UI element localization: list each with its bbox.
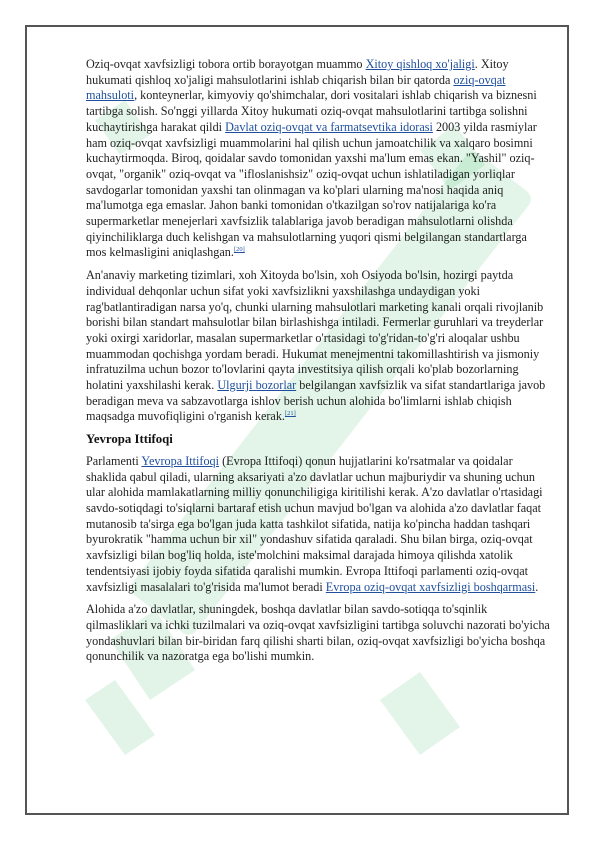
- text: Oziq-ovqat xavfsizligi tobora ortib borayotgan muammo: [86, 57, 366, 71]
- link-yevropa-ittifoqi[interactable]: Yevropa Ittifoqi: [141, 453, 220, 468]
- text: Parlamenti: [86, 453, 142, 468]
- paragraph-2: [86, 268, 550, 425]
- reference-20[interactable]: [234, 246, 245, 253]
- paragraph-3: [86, 454, 550, 595]
- link-davlat-oziq-ovqat-idorasi[interactable]: Davlat oziq-ovqat va farmatsevtika idorasi: [225, 119, 433, 134]
- text: 2003 yilda rasmiylar ham oziq-ovqat xavfsizligi muammolarini hal qilish uchun jamoatchilik va xalqaro bosimni kuchaytirmoqda. Biroq, qoidalar savdo tomonidan yaxshi ma'lum emas ekan. "Yashil" oziq-ovqat, "organik" oziq-ovqat va "ifloslanishsiz" oziq-ovqat uchun ishlatiladigan yorliqlar savdogarlar tomonidan yaxshi tan olinmagan va ko'plari ularning ma'nosi haqida aniq ma'lumotga ega emaslar. Jahon banki tomonidan o'tkazilgan so'rov natijalariga ko'ra supermarketlar menejerlari xavfsizlik talablariga javob beradigan mahsulotlarni olishda qiyinchiliklarga duch kelishgan va mahsulotlarning yuqori qismi belgilangan standartlarga mos kelmasligini aniqlashgan.: [86, 119, 537, 260]
- reference-21[interactable]: [285, 410, 296, 417]
- text: belgilangan xavfsizlik va sifat standartlariga javob beradigan meva va sabzavotlarga ishlov berish uchun alohida bo'limlarni ishlab chiqish maqsadga muvofiqligini o'rganish kerak.: [86, 378, 546, 424]
- reference-link[interactable]: [21]: [284, 410, 296, 418]
- link-xitoy-qishloq-xojaligi[interactable]: Xitoy qishloq xo'jaligi: [365, 57, 475, 71]
- paragraph-1: [86, 57, 550, 261]
- section-heading: Yevropa Ittifoqi: [86, 432, 173, 447]
- text: , konteynerlar, kimyoviy qo'shimchalar, dori vositalari ishlab chiqarish va biznesni tartibga solish. So'nggi yillarda Xitoy hukumati oziq-ovqat mahsulotlarini tartibga solishni kuchaytirishga harakat qildi: [86, 88, 537, 134]
- link-oziq-ovqat-mahsuloti[interactable]: oziq-ovqat mahsuloti: [86, 72, 506, 103]
- text: An'anaviy marketing tizimlari, xoh Xitoyda bo'lsin, xoh Osiyoda bo'lsin, hozirgi paytda individual dehqonlar uchun sifat yoki xavfsizlikni yaxshilashga undaydigan yoki rag'batlantiradigan narsa yo'q, chunki ularning mahsulotlari marketing kanali orqali rivojlanib borishi bilan standart mahsulotlar bilan birlashishga intiladi. Fermerlar guruhlari va treyderlar yoki oxirgi xaridorlar, masalan supermarketlar o'rtasidagi to'g'ridan-to'g'ri aloqalar ushbu muammodan qochishga yordam beradi. Hukumat menejmentni takomillashtirish va jismoniy infratuzilma uchun bozor to'lovlarini qayta investitsiya qilish orqali ko'plab bozorlarning holatini yaxshilashi kerak.: [86, 268, 544, 393]
- text: Alohida a'zo davlatlar, shuningdek, boshqa davlatlar bilan savdo-sotiqqa to'sqinlik qilmasliklari va ichki tuzilmalari va oziq-ovqat xavfsizligini tartibga soluvchi nazorati bo'yicha yondashuvlari bilan bir-biridan farq qilishi sharti bilan, oziq-ovqat xavfsizligi bo'yicha boshqa qonunchilik va nazoratga ega bo'lishi mumkin.: [86, 602, 550, 664]
- link-evropa-oziq-ovqat-xavfsizligi[interactable]: Evropa oziq-ovqat xavfsizligi boshqarmasi: [325, 579, 536, 594]
- reference-link[interactable]: [20]: [233, 246, 245, 254]
- text: .: [535, 579, 539, 594]
- text: . Xitoy hukumati qishloq xo'jaligi mahsulotlarini ishlab chiqarish bilan bir qatorda: [86, 57, 509, 87]
- link-ulgurji-bozorlar[interactable]: Ulgurji bozorlar: [217, 378, 297, 393]
- text: (Evropa Ittifoqi) qonun hujjatlarini ko'rsatmalar va qoidalar shaklida qabul qiladi, ularning aksariyati a'zo davlatlar uchun majburiydir va shuning uchun ular alohida mamlakatlarning milliy qonunchiligiga kiritilishi kerak. A'zo davlatlar o'rtasidagi savdo-sotiqdagi to'siqlarni bartaraf etish uchun mavjud bo'lgan va alohida a'zo davlatlar faqat mutanosib ta'sirga ega bo'lgan juda katta tashkilot sifatida, natija ko'pincha haddan tashqari byurokratik "hamma uchun bir xil" yondashuv sifatida qaraladi. Shu bilan birga, oziq-ovqat xavfsizligi bilan bog'liq holda, iste'molchini maksimal darajada himoya qilishda xatolik tendentsiyasi ijobiy foyda sifatida qaralishi mumkin. Evropa Ittifoqi parlamenti oziq-ovqat xavfsizligi masalalari to'g'risida ma'lumot beradi: [86, 453, 543, 594]
- paragraph-4: [86, 602, 550, 665]
- document-body: [86, 57, 550, 672]
